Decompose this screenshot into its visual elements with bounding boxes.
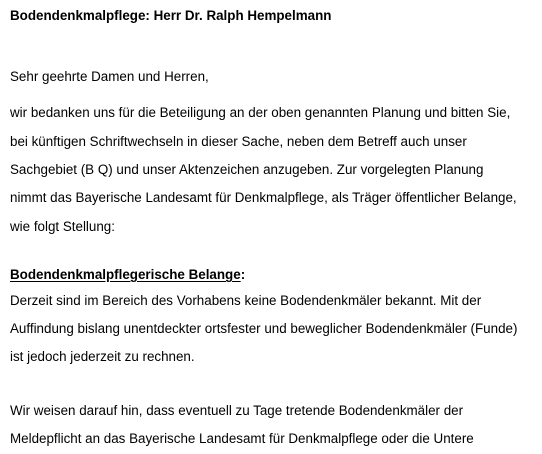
salutation: Sehr geehrte Damen und Herren, — [10, 69, 209, 84]
section-heading-colon: : — [240, 267, 246, 282]
document-header-title: Bodendenkmalpflege: Herr Dr. Ralph Hempelmann — [10, 8, 332, 23]
paragraph-line: Wir weisen darauf hin, dass eventuell zu Tage tretende Bodendenkmäler der — [10, 403, 464, 418]
paragraph-line: bei künftigen Schriftwechseln in dieser Sache, neben dem Betreff auch unser — [10, 134, 467, 149]
paragraph-line: Derzeit sind im Bereich des Vorhabens keine Bodendenkmäler bekannt. Mit der — [10, 293, 482, 308]
section-heading-text: Bodendenkmalpflegerische Belange — [10, 267, 241, 282]
paragraph-line: Meldepflicht an das Bayerische Landesamt für Denkmalpflege oder die Untere — [10, 431, 474, 446]
paragraph-line: Auffindung bislang unentdeckter ortsfester und beweglicher Bodendenkmäler (Funde) — [10, 321, 518, 336]
section-heading — [10, 266, 245, 284]
paragraph-line: ist jedoch jederzeit zu rechnen. — [10, 349, 195, 364]
paragraph-line: nimmt das Bayerische Landesamt für Denkmalpflege, als Träger öffentlicher Belange, — [10, 190, 517, 205]
paragraph-line: wie folgt Stellung: — [10, 219, 115, 234]
paragraph-line: Sachgebiet (B Q) und unser Aktenzeichen anzugeben. Zur vorgelegten Planung — [10, 162, 484, 177]
paragraph-line: wir bedanken uns für die Beteiligung an der oben genannten Planung und bitten Sie, — [10, 105, 511, 120]
